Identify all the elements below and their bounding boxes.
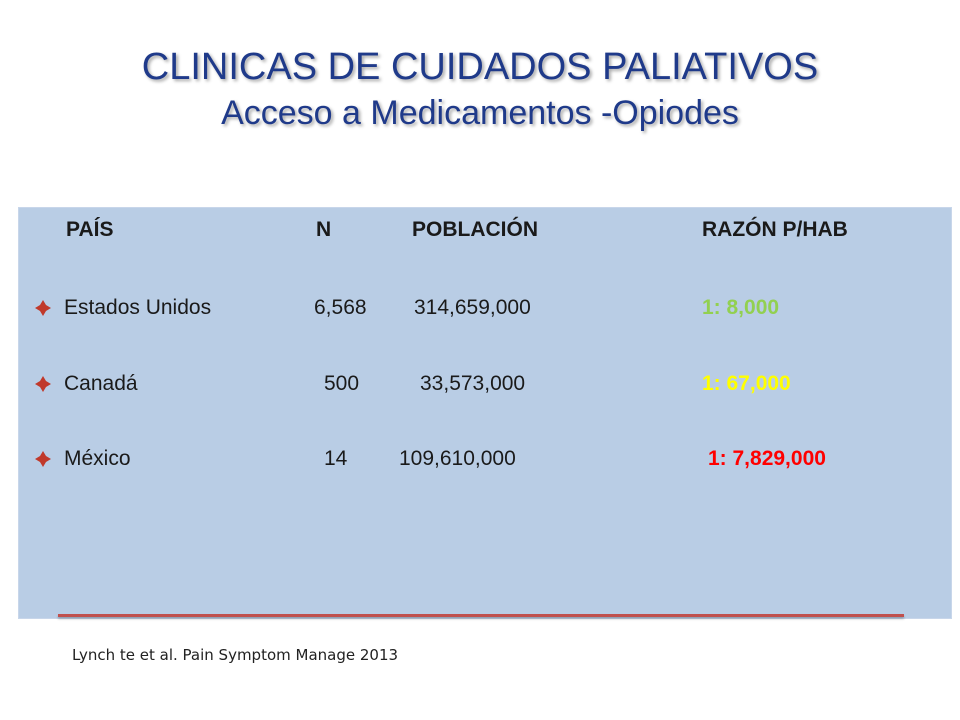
row-country: Canadá [64,372,138,395]
row-population: 109,610,000 [399,447,516,470]
data-table-panel [18,207,952,619]
header-country: PAÍS [66,218,114,241]
slide-subtitle: Acceso a Medicamentos -Opiodes [221,94,739,132]
row-ratio: 1: 7,829,000 [708,447,826,470]
header-population: POBLACIÓN [412,218,538,241]
slide-title: CLINICAS DE CUIDADOS PALIATIVOS [141,46,819,88]
row-population: 33,573,000 [420,372,526,395]
row-ratio: 1: 8,000 [702,296,780,319]
row-country: Estados Unidos [64,296,212,319]
divider-line [58,614,904,617]
row-n: 14 [324,447,348,470]
row-n: 6,568 [314,296,367,319]
diamond-bullet-icon [34,375,52,393]
header-ratio: RAZÓN P/HAB [702,218,848,241]
header-n: N [316,218,332,241]
row-country: México [64,447,131,470]
diamond-bullet-icon [34,450,52,468]
row-n: 500 [324,372,360,395]
diamond-bullet-icon [34,299,52,317]
citation: Lynch te et al. Pain Symptom Manage 2013 [72,646,399,664]
row-population: 314,659,000 [414,296,531,319]
row-ratio: 1: 67,000 [702,372,791,395]
